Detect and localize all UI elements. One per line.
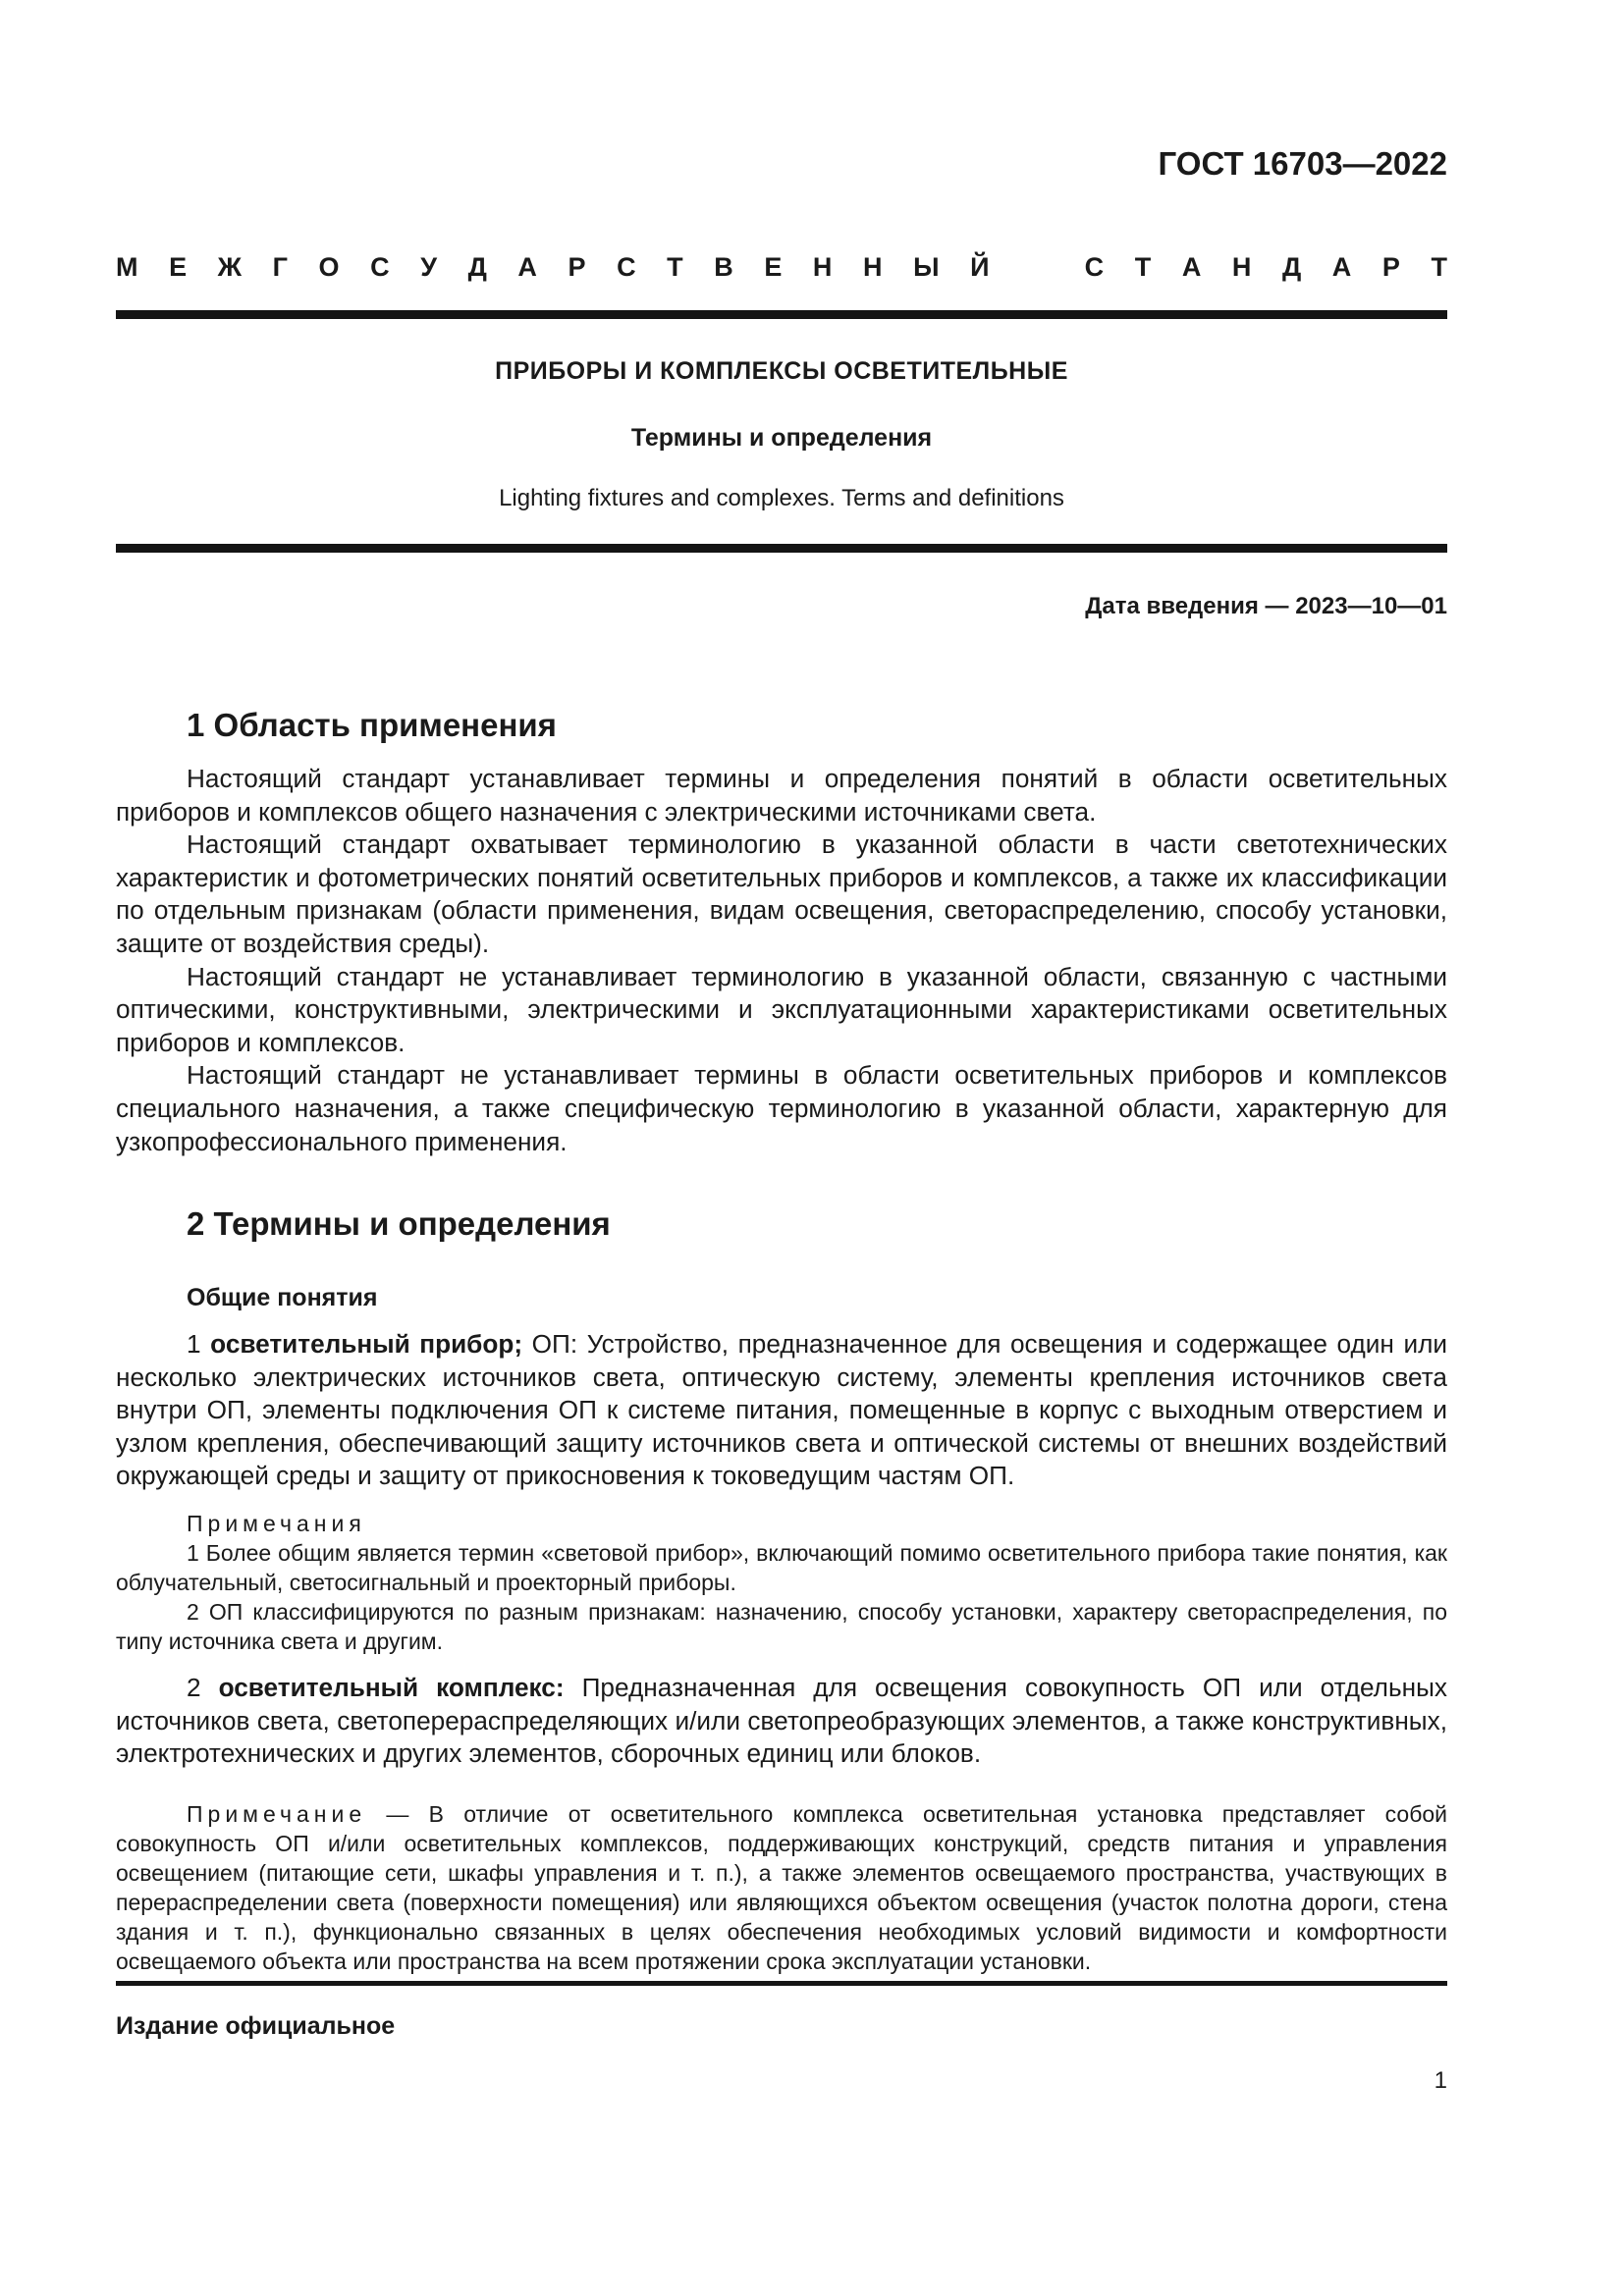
subsection-heading: Общие понятия [187,1284,378,1311]
heading-letter: Д [467,252,487,282]
heading-letter: В [714,252,733,282]
heading-letter: О [318,252,340,282]
term-2 [116,1672,1447,1771]
heading-letter: А [517,252,537,282]
heading-letter: Г [272,252,288,282]
introduction-date: Дата введения — 2023—10—01 [1085,593,1447,619]
heading-letter: Н [863,252,883,282]
heading-letter: Р [1381,252,1400,282]
term-definition: Предназначенная для освещения совокупность ОП или отдельных источников света, светоперераспределяющих и/или светопреобразующих элементов, а также конструктивных, электротехнических и других элементов, сборочных единиц или блоков. [116,1673,1447,1769]
heading-letter: Ж [217,252,243,282]
term-number: 1 [187,1329,201,1359]
heading-letter: М [116,252,138,282]
heading-letter: Й [970,252,990,282]
section-1-body [116,763,1447,1158]
term-1-notes [116,1509,1447,1656]
paragraph: Настоящий стандарт устанавливает термины и определения понятий в области осветительных приборов и комплексов общего назначения с электрическими источниками света. [116,764,1447,827]
notes-label: Примечания [187,1511,366,1536]
heading-letter: Е [764,252,783,282]
heading-letter: Н [1231,252,1252,282]
top-rule [116,310,1447,319]
heading-letter: Р [568,252,586,282]
official-edition-label: Издание официальное [116,2012,396,2040]
term-2-note [116,1799,1447,1976]
heading-letter: Д [1281,252,1302,282]
paragraph: Настоящий стандарт не устанавливает терминологию в указанной области, связанную с частными оптическими, конструктивными, электрическими и эксплуатационными характеристиками осветительных приборов и комплексов. [116,961,1447,1057]
term-name: осветительный комплекс: [218,1673,565,1702]
heading-letter: Н [812,252,833,282]
paragraph: Настоящий стандарт охватывает терминологию в указанной области в части светотехнических характеристик и фотометрических понятий осветительных приборов и комплексов, а также их классификации по отдельным признакам (области применения, видам освещения, светораспределению, способу установки, защите от воздействия среды). [116,829,1447,958]
english-title: Lighting fixtures and complexes. Terms and definitions [499,485,1064,511]
paragraph: Настоящий стандарт не устанавливает термины в области осветительных приборов и комплексов специального назначения, а также специфическую терминологию в указанной области, характерную для узкопрофессионального применения. [116,1060,1447,1156]
section-1-heading: 1 Область применения [187,707,557,743]
heading-letter: С [617,252,636,282]
section-2-heading: 2 Термины и определения [187,1205,611,1242]
heading-letter: Т [667,252,683,282]
note-item: 2 ОП классифицируются по разным признакам: назначению, способу установки, характеру светораспределения, по типу источника света и другим. [116,1599,1447,1654]
heading-letter: Т [1134,252,1152,282]
document-subtitle: Термины и определения [630,424,933,452]
term-1 [116,1328,1447,1493]
document-code: ГОСТ 16703—2022 [1158,145,1447,182]
term-definition: ОП: Устройство, предназначенное для освещения и содержащее один или несколько электрических источников света, оптическую систему, элементы крепления источников света внутри ОП, элементы подключения ОП к системе питания, помещенные в корпус с выходным отверстием и узлом крепления, обеспечивающий защиту источников света и оптической системы от внешних воздействий окружающей среды и защиту от прикосновения к токоведущим частям ОП. [116,1329,1447,1491]
heading-letter: Ы [913,252,940,282]
heading-letter: Е [169,252,188,282]
footer-rule [116,1981,1447,1986]
page-number: 1 [1434,2067,1447,2094]
title-rule [116,544,1447,553]
heading-letter: А [1331,252,1352,282]
term-name: осветительный прибор; [210,1329,523,1359]
note-text: — В отличие от осветительного комплекса осветительная установка представляет собой совокупность ОП и/или осветительных комплексов, поддерживающих конструкций, средств питания и управления освещением (питающие сети, шкафы управления и т. п.), а также элементов освещаемого пространства, участвующих в перераспределении света (поверхности помещения) или являющихся объектом освещения (участок полотна дороги, стена здания и т. п.), функционально связанных в целях обеспечения необходимых условий видимости и комфортности освещаемого объекта или пространства на всем протяжении срока эксплуатации установки. [116,1801,1448,1974]
note-item: 1 Более общим является термин «световой прибор», включающий помимо осветительного прибора такие понятия, как облучательный, светосигнальный и проекторный приборы. [116,1540,1447,1595]
heading-letter: С [1084,252,1105,282]
heading-letter: У [420,252,438,282]
heading-letter: А [1181,252,1202,282]
term-number: 2 [187,1673,201,1702]
heading-letter: С [370,252,390,282]
word-gap [1020,252,1054,283]
standard-type-heading [116,252,1447,283]
document-title: ПРИБОРЫ И КОМПЛЕКСЫ ОСВЕТИТЕЛЬНЫЕ [495,357,1068,385]
note-label: Примечание [187,1801,367,1827]
heading-letter: Т [1431,252,1447,282]
